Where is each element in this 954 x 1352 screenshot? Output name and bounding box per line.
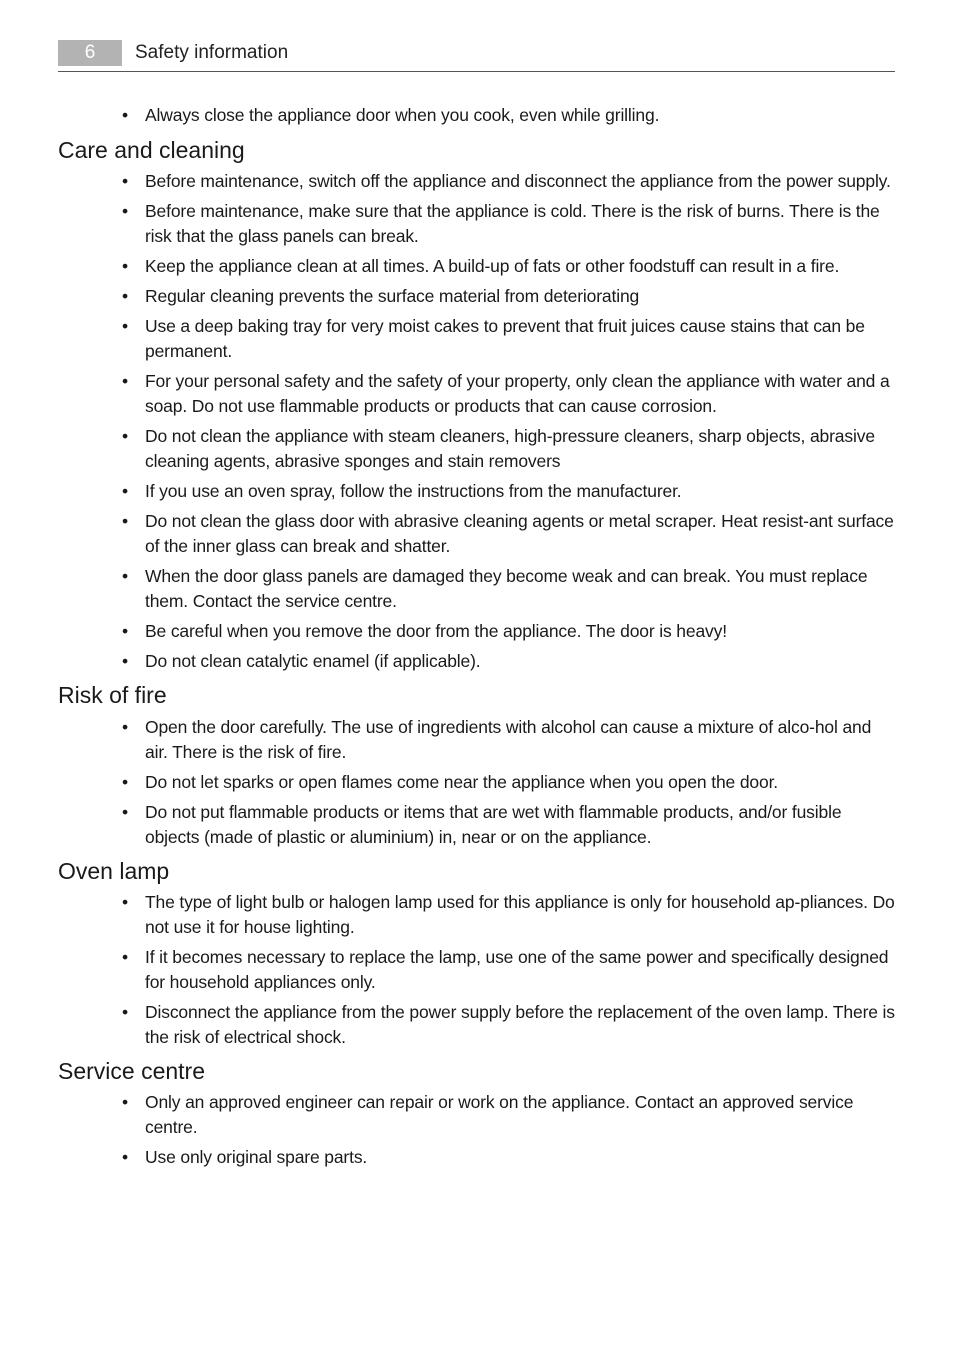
list-item: • Do not let sparks or open flames come near the appliance when you open the door. bbox=[58, 770, 895, 795]
lamp-list bbox=[58, 890, 895, 1050]
section-heading-lamp: Oven lamp bbox=[58, 858, 170, 884]
list-item: • Do not clean the glass door with abrasive cleaning agents or metal scraper. Heat resist-ant surface of the inner glass can break and shatter. bbox=[58, 509, 895, 559]
page-content bbox=[58, 103, 895, 1175]
list-item: • Before maintenance, make sure that the appliance is cold. There is the risk of burns. There is the risk that the glass panels can break. bbox=[58, 199, 895, 249]
list-item: • Keep the appliance clean at all times. A build-up of fats or other foodstuff can result in a fire. bbox=[58, 254, 895, 279]
page-header bbox=[58, 40, 895, 72]
list-item: • Before maintenance, switch off the appliance and disconnect the appliance from the power supply. bbox=[58, 169, 895, 194]
list-item: • For your personal safety and the safety of your property, only clean the appliance with water and a soap. Do not use flammable products or products that can cause corrosion. bbox=[58, 369, 895, 419]
list-item: • Use a deep baking tray for very moist cakes to prevent that fruit juices cause stains that can be permanent. bbox=[58, 314, 895, 364]
intro-list bbox=[58, 103, 895, 128]
section-heading-fire: Risk of fire bbox=[58, 682, 167, 708]
risk-of-fire-section bbox=[58, 680, 895, 850]
list-item: • Use only original spare parts. bbox=[58, 1145, 895, 1170]
list-item: • Always close the appliance door when you cook, even while grilling. bbox=[58, 103, 895, 128]
list-item: • Do not clean catalytic enamel (if applicable). bbox=[58, 649, 895, 674]
oven-lamp-section bbox=[58, 856, 895, 1050]
header-title: Safety information bbox=[135, 42, 289, 63]
service-centre-section bbox=[58, 1056, 895, 1170]
list-item: • Disconnect the appliance from the power supply before the replacement of the oven lamp. There is the risk of electrical shock. bbox=[58, 1000, 895, 1050]
intro-section bbox=[58, 103, 895, 128]
list-item: • If it becomes necessary to replace the lamp, use one of the same power and specifically designed for household appliances only. bbox=[58, 945, 895, 995]
list-item: • When the door glass panels are damaged they become weak and can break. You must replace them. Contact the service centre. bbox=[58, 564, 895, 614]
list-item: • Regular cleaning prevents the surface material from deteriorating bbox=[58, 284, 895, 309]
fire-list bbox=[58, 715, 895, 850]
service-list bbox=[58, 1090, 895, 1170]
page-number: 6 bbox=[58, 40, 122, 66]
section-heading-care: Care and cleaning bbox=[58, 137, 245, 163]
list-item: • Only an approved engineer can repair or work on the appliance. Contact an approved service centre. bbox=[58, 1090, 895, 1140]
section-heading-service: Service centre bbox=[58, 1058, 206, 1084]
list-item: • Be careful when you remove the door from the appliance. The door is heavy! bbox=[58, 619, 895, 644]
care-list bbox=[58, 169, 895, 674]
list-item: • Open the door carefully. The use of ingredients with alcohol can cause a mixture of alco-hol and air. There is the risk of fire. bbox=[58, 715, 895, 765]
care-and-cleaning-section bbox=[58, 135, 895, 674]
list-item: • Do not clean the appliance with steam cleaners, high-pressure cleaners, sharp objects, abrasive cleaning agents, abrasive sponges and stain removers bbox=[58, 424, 895, 474]
list-item: • If you use an oven spray, follow the instructions from the manufacturer. bbox=[58, 479, 895, 504]
list-item: • Do not put flammable products or items that are wet with flammable products, and/or fusible objects (made of plastic or aluminium) in, near or on the appliance. bbox=[58, 800, 895, 850]
list-item: • The type of light bulb or halogen lamp used for this appliance is only for household ap-pliances. Do not use it for house lighting. bbox=[58, 890, 895, 940]
